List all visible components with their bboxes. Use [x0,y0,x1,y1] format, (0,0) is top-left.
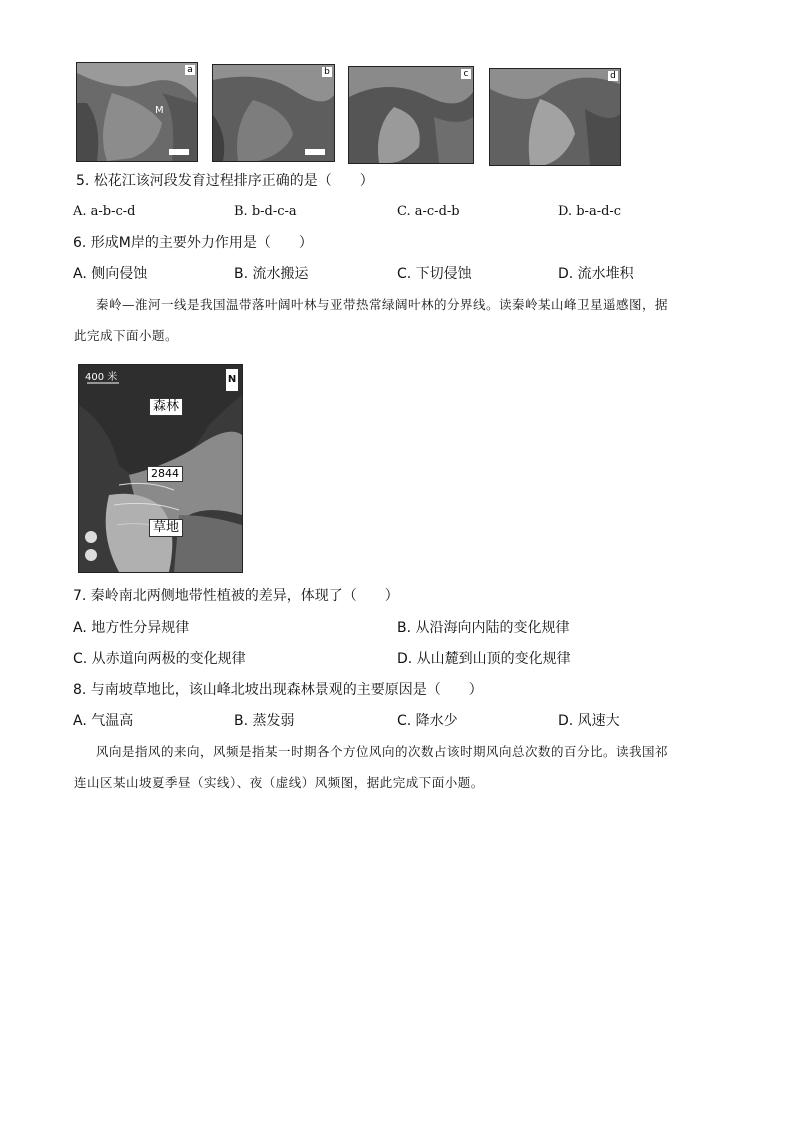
passage-1-line-2: 此完成下面小题。 [74,328,179,343]
north-arrow-icon [226,369,238,391]
forest-label: 森林 [149,398,183,416]
q6-option-b[interactable]: B. 流水搬运 [234,266,309,282]
photo-d [489,68,621,166]
question-8-stem: 8. 与南坡草地比，该山峰北坡出现森林景观的主要原因是（ ） [73,682,483,698]
photo-d-image [490,69,620,165]
question-7-stem: 7. 秦岭南北两侧地带性植被的差异，体现了（ ） [73,588,399,604]
photo-c-image [349,67,473,163]
photo-a-image [77,63,197,161]
photo-a [76,62,198,162]
q7-option-a[interactable]: A. 地方性分异规律 [73,620,190,636]
q8-option-c[interactable]: C. 降水少 [397,713,458,729]
question-5-stem: 5. 松花江该河段发育过程排序正确的是（ ） [76,173,374,189]
q5-option-d[interactable]: D. b-a-d-c [558,204,622,219]
q5-option-a[interactable]: A. a-b-c-d [73,204,136,219]
photo-tag-c: c [461,69,471,79]
peak-elevation-label: 2844 [147,466,183,482]
q6-option-d[interactable]: D. 流水堆积 [558,266,634,282]
grassland-label: 草地 [149,519,183,537]
photo-tag-d: d [608,71,618,81]
q8-option-d[interactable]: D. 风速大 [558,713,620,729]
north-label: N [227,374,237,385]
q6-option-a[interactable]: A. 侧向侵蚀 [73,266,148,282]
q8-option-b[interactable]: B. 蒸发弱 [234,713,295,729]
photo-tag-b: b [322,67,332,77]
q7-option-c[interactable]: C. 从赤道向两极的变化规律 [73,651,246,667]
passage-2-line-1: 风向是指风的来向，风频是指某一时期各个方位风向的次数占该时期风向总次数的百分比。读我国祁 [96,744,669,759]
q8-option-a[interactable]: A. 气温高 [73,713,134,729]
q7-option-b[interactable]: B. 从沿海向内陆的变化规律 [397,620,570,636]
q6-option-c[interactable]: C. 下切侵蚀 [397,266,472,282]
passage-1-line-1: 秦岭—淮河一线是我国温带落叶阔叶林与亚带热常绿阔叶林的分界线。读秦岭某山峰卫星遥感图，据 [96,297,669,312]
photo-c [348,66,474,164]
satellite-map [78,364,243,573]
photo-tag-a: a [185,65,195,75]
q5-option-b[interactable]: B. b-d-c-a [234,204,297,219]
map-scale: 400 米 [85,372,118,383]
m-bank-label: M [155,105,164,116]
photo-b [212,64,335,162]
question-6-stem: 6. 形成M岸的主要外力作用是（ ） [73,235,313,251]
passage-2-line-2: 连山区某山坡夏季昼（实线）、夜（虚线）风频图，据此完成下面小题。 [74,775,484,790]
q7-option-d[interactable]: D. 从山麓到山顶的变化规律 [397,651,571,667]
q5-option-c[interactable]: C. a-c-d-b [397,204,460,219]
photo-b-image [213,65,334,161]
